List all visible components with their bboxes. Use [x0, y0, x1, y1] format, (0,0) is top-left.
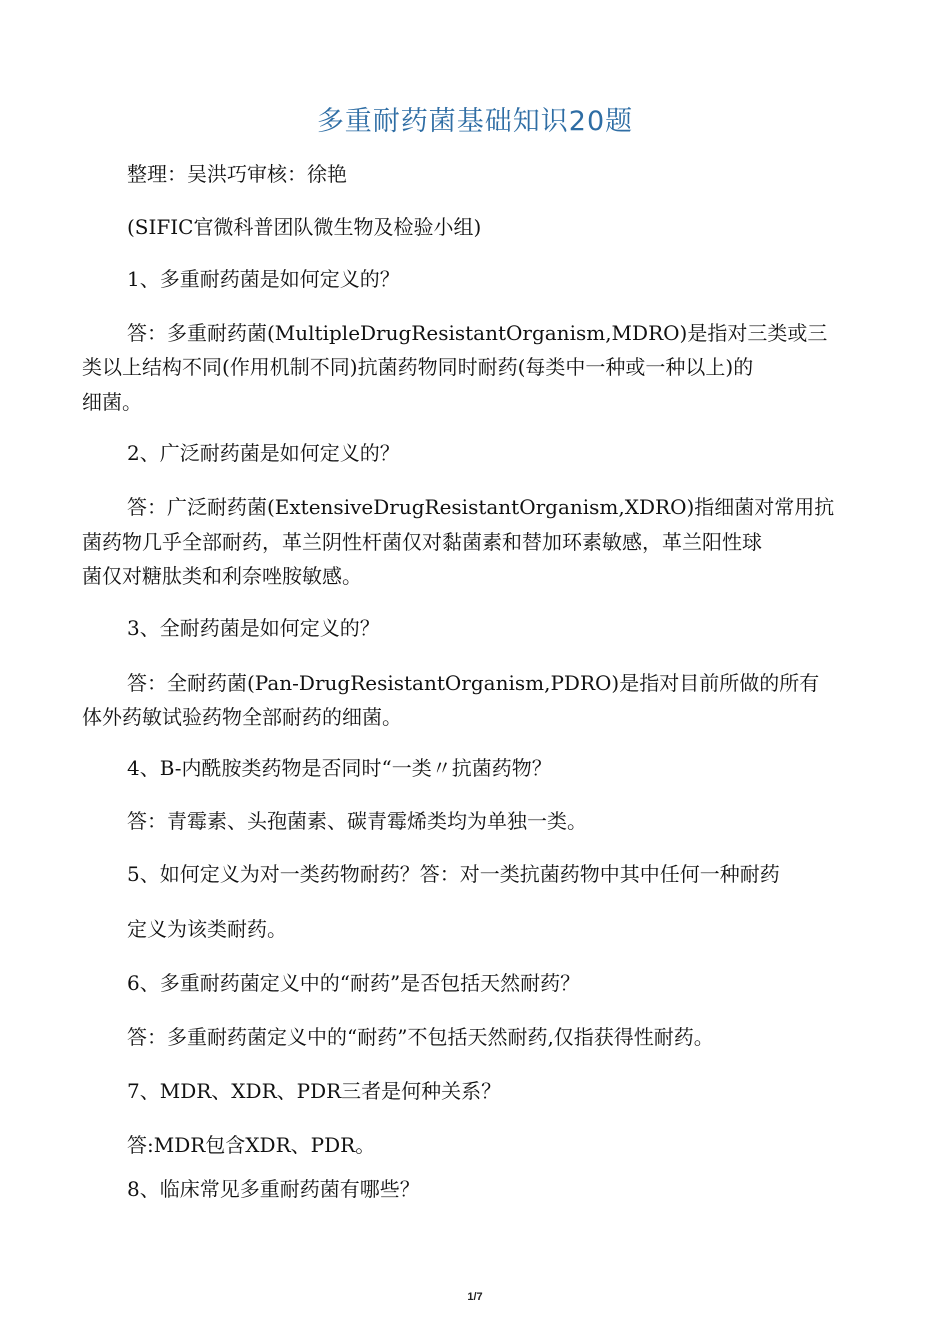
page-number: 1/7 — [467, 1291, 483, 1303]
answer-4: 答：青霉素、头孢菌素、碳青霉烯类均为单独一类。 — [127, 809, 587, 833]
question-2: 2、广泛耐药菌是如何定义的？ — [127, 441, 400, 465]
question-4: 4、B-内酰胺类药物是否同时“一类〃抗菌药物？ — [127, 756, 552, 780]
question-5-line-1: 5、如何定义为对一类药物耐药？答：对一类抗菌药物中其中任何一种耐药 — [127, 862, 780, 886]
page-title: 多重耐药菌基础知识20题 — [316, 106, 634, 137]
question-3: 3、全耐药菌是如何定义的？ — [127, 616, 380, 640]
author-line: 整理：吴洪巧审核：徐艳 — [127, 162, 347, 186]
question-7: 7、MDR、XDR、PDR三者是何种关系？ — [127, 1079, 502, 1103]
question-6: 6、多重耐药菌定义中的“耐药”是否包括天然耐药？ — [127, 971, 581, 995]
answer-3-line-2: 体外药敏试验药物全部耐药的细菌。 — [82, 705, 402, 729]
question-1: 1、多重耐药菌是如何定义的？ — [127, 267, 400, 291]
answer-2-line-2: 菌药物几乎全部耐药，革兰阴性杆菌仅对黏菌素和替加环素敏感，革兰阳性球 — [82, 530, 762, 554]
group-line: (SIFIC官微科普团队微生物及检验小组) — [127, 215, 482, 239]
answer-7: 答:MDR包含XDR、PDR。 — [127, 1133, 376, 1157]
answer-1-line-2: 类以上结构不同(作用机制不同)抗菌药物同时耐药(每类中一种或一种以上)的 — [82, 355, 754, 379]
answer-3-line-1: 答：全耐药菌(Pan-DrugResistantOrganism,PDRO)是指对目前所做的所有 — [127, 671, 820, 695]
answer-1-line-1: 答：多重耐药菌(MultipleDrugResistantOrganism,MDRO)是指对三类或三 — [127, 321, 828, 345]
question-5-line-2: 定义为该类耐药。 — [127, 917, 287, 941]
answer-1-line-3: 细菌。 — [82, 390, 142, 414]
answer-2-line-1: 答：广泛耐药菌(ExtensiveDrugResistantOrganism,XDRO)指细菌对常用抗 — [127, 495, 835, 519]
answer-6: 答：多重耐药菌定义中的“耐药”不包括天然耐药,仅指获得性耐药。 — [127, 1025, 714, 1049]
answer-2-line-3: 菌仅对糖肽类和利奈唑胺敏感。 — [82, 564, 362, 588]
question-8: 8、临床常见多重耐药菌有哪些？ — [127, 1177, 420, 1201]
